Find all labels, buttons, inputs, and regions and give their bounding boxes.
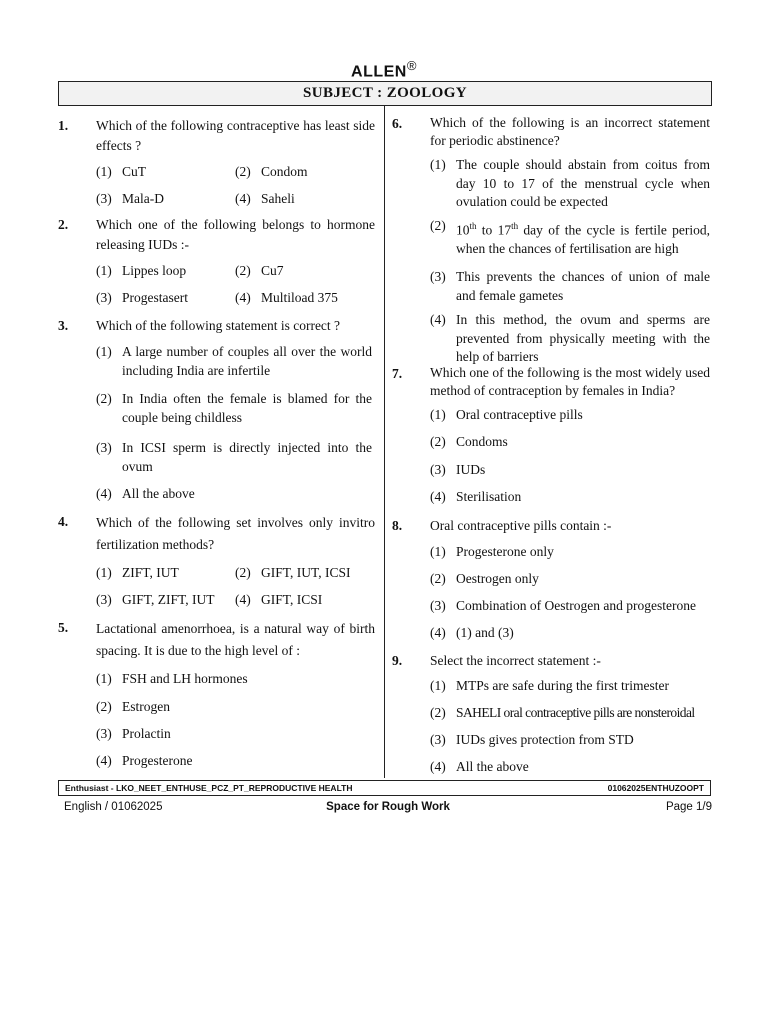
option-3[interactable] [430,268,710,305]
option-1[interactable] [430,406,710,425]
question-text: Which one of the following is the most widely used method of contraception by females in India? [430,365,710,398]
option-number: (2) [235,263,251,278]
option-number: (3) [96,290,112,305]
option-number: (4) [96,486,112,501]
option-text: SAHELI oral contraceptive pills are nonsteroidal [456,705,695,720]
option-1[interactable] [96,564,226,583]
option-number: (3) [430,732,446,747]
question-number: 9. [392,653,403,668]
language-date: English / 01062025 [64,801,163,813]
question-text: Lactational amenorrhoea, is a natural way of birth spacing. It is due to the high level of : [96,621,375,658]
page-number: Page 1/9 [665,801,712,813]
option-3[interactable] [96,190,226,209]
option-text: FSH and LH hormones [122,671,248,686]
option-1[interactable] [96,163,226,182]
question-number: 2. [58,217,69,232]
option-3[interactable] [430,731,710,750]
option-number: (1) [96,671,112,686]
superscript-th: th [469,221,477,231]
question-number: 8. [392,518,403,533]
option-2[interactable] [235,564,375,583]
option-text: This prevents the chances of union of male and female gametes [456,269,710,303]
question-7 [392,364,710,504]
option-1[interactable] [430,677,710,696]
option-text: In ICSI sperm is directly injected into the ovum [122,440,372,474]
option-number: (3) [96,440,112,455]
subject-title: SUBJECT : ZOOLOGY [58,81,712,106]
option-2[interactable] [430,704,710,723]
option-text: GIFT, ICSI [261,592,323,607]
option-text: Saheli [261,191,295,206]
option-number: (1) [430,544,446,559]
option-number: (4) [430,489,446,504]
option-4[interactable] [430,624,710,643]
question-text: Which of the following contraceptive has least side effects ? [96,118,375,153]
question-6 [392,114,710,364]
option-text: Multiload 375 [261,290,338,305]
option-1[interactable] [430,543,710,562]
option-number: (1) [96,565,112,580]
test-info: Enthusiast - LKO_NEET_ENTHUSE_PCZ_PT_REPRODUCTIVE HEALTH [65,783,353,793]
option-text: Combination of Oestrogen and progesterone [456,598,696,613]
option-4[interactable] [430,311,710,367]
option-4[interactable] [96,485,372,504]
option-4[interactable] [235,289,375,308]
column-divider [384,106,385,778]
option-text: GIFT, ZIFT, IUT [122,592,215,607]
option-4[interactable] [235,591,375,610]
option-text: Progestasert [122,290,188,305]
option-text: Mala-D [122,191,164,206]
question-9 [392,651,710,778]
question-number: 5. [58,620,69,635]
option-text: CuT [122,164,147,179]
question-5 [58,618,375,778]
option-1[interactable] [430,156,710,212]
option-text: Sterilisation [456,489,522,504]
registered-mark: ® [406,58,417,73]
option-text: Lippes loop [122,263,187,278]
option-1[interactable] [96,670,372,689]
option-number: (3) [430,462,446,477]
option-text: A large number of couples all over the world including India are infertile [122,344,372,378]
option-2[interactable] [235,262,375,281]
option-number: (4) [430,759,446,774]
option-text: GIFT, IUT, ICSI [261,565,351,580]
option-text: ZIFT, IUT [122,565,179,580]
option-3[interactable] [430,597,710,616]
test-info-bar [58,780,711,796]
option-text: Condom [261,164,308,179]
question-8 [392,516,710,641]
option-number: (4) [96,753,112,768]
option-4[interactable] [235,190,375,209]
option-text: Oestrogen only [456,571,539,586]
option-4[interactable] [96,752,372,771]
question-text: Which of the following set involves only invitro fertilization methods? [96,515,375,552]
ordinal-10: 10 [456,222,470,238]
question-text: Oral contraceptive pills contain :- [430,518,612,533]
option-2[interactable] [96,698,372,717]
option-number: (3) [96,592,112,607]
option-number: (1) [96,164,112,179]
option-3[interactable] [96,289,226,308]
question-text: Which of the following statement is correct ? [96,318,341,333]
option-text: In this method, the ovum and sperms are prevented from physically meeting with the help of barriers [456,312,710,364]
option-number: (2) [430,434,446,449]
question-1 [58,116,375,216]
option-text: IUDs gives protection from STD [456,732,634,747]
question-text: Which of the following is an incorrect statement for periodic abstinence? [430,115,710,148]
option-3[interactable] [96,439,372,476]
question-2 [58,215,375,315]
test-code: 01062025ENTHUZOOPT [607,783,704,793]
question-text: Select the incorrect statement :- [430,653,601,668]
question-number: 7. [392,366,403,381]
option-number: (2) [430,705,446,720]
option-number: (2) [235,164,251,179]
option-3[interactable] [96,591,226,610]
ordinal-17: to 17 [476,222,512,238]
option-number: (1) [430,157,446,172]
option-number: (3) [96,726,112,741]
option-number: (4) [430,625,446,640]
option-number: (1) [96,263,112,278]
option-number: (1) [430,407,446,422]
option-number: (2) [235,565,251,580]
question-4 [58,512,375,617]
brand-name: ALLEN [351,63,407,81]
question-number: 1. [58,118,69,133]
option-number: (3) [430,598,446,613]
question-3 [58,316,375,506]
option-1[interactable] [96,262,226,281]
option-4[interactable] [430,488,710,507]
option-number: (2) [96,699,112,714]
rough-work-label: Space for Rough Work [326,801,450,813]
option-text: IUDs [456,462,486,477]
option-text: All the above [122,486,195,501]
question-number: 6. [392,116,403,131]
option-text: (1) and (3) [456,625,514,640]
option-text: Estrogen [122,699,170,714]
option-text: Progesterone [122,753,193,768]
question-number: 4. [58,514,69,529]
option-text: All the above [456,759,529,774]
option-text: Condoms [456,434,508,449]
option-2[interactable] [96,390,372,427]
option-4[interactable] [430,758,710,777]
option-2[interactable] [430,217,710,259]
page-footer [64,800,712,816]
option-text: Cu7 [261,263,284,278]
option-number: (2) [430,218,446,233]
option-2[interactable] [430,433,710,452]
right-column [392,106,710,778]
option-text: MTPs are safe during the first trimester [456,678,669,693]
option-text [456,217,710,259]
left-column [58,106,375,778]
option-text: Progesterone only [456,544,554,559]
brand-logo [0,58,768,81]
option-text-rest: day of the cycle is fertile period, when the chances of fertilisation are high [456,222,710,256]
option-text: Oral contraceptive pills [456,407,583,422]
option-2[interactable] [235,163,375,182]
option-3[interactable] [96,725,372,744]
option-text: Prolactin [122,726,171,741]
option-3[interactable] [430,461,710,480]
option-text: In India often the female is blamed for the couple being childless [122,391,372,425]
option-number: (3) [430,269,446,284]
option-number: (4) [235,191,251,206]
option-number: (3) [96,191,112,206]
option-text: The couple should abstain from coitus from day 10 to 17 of the menstrual cycle when ovulation could be expected [456,157,710,209]
option-number: (1) [430,678,446,693]
superscript-th: th [511,221,519,231]
option-number: (4) [430,312,446,327]
question-text: Which one of the following belongs to hormone releasing IUDs :- [96,217,375,252]
option-number: (4) [235,592,251,607]
option-number: (2) [430,571,446,586]
question-number: 3. [58,318,69,333]
option-2[interactable] [430,570,710,589]
option-number: (4) [235,290,251,305]
option-number: (2) [96,391,112,406]
option-number: (1) [96,344,112,359]
option-1[interactable] [96,343,372,380]
